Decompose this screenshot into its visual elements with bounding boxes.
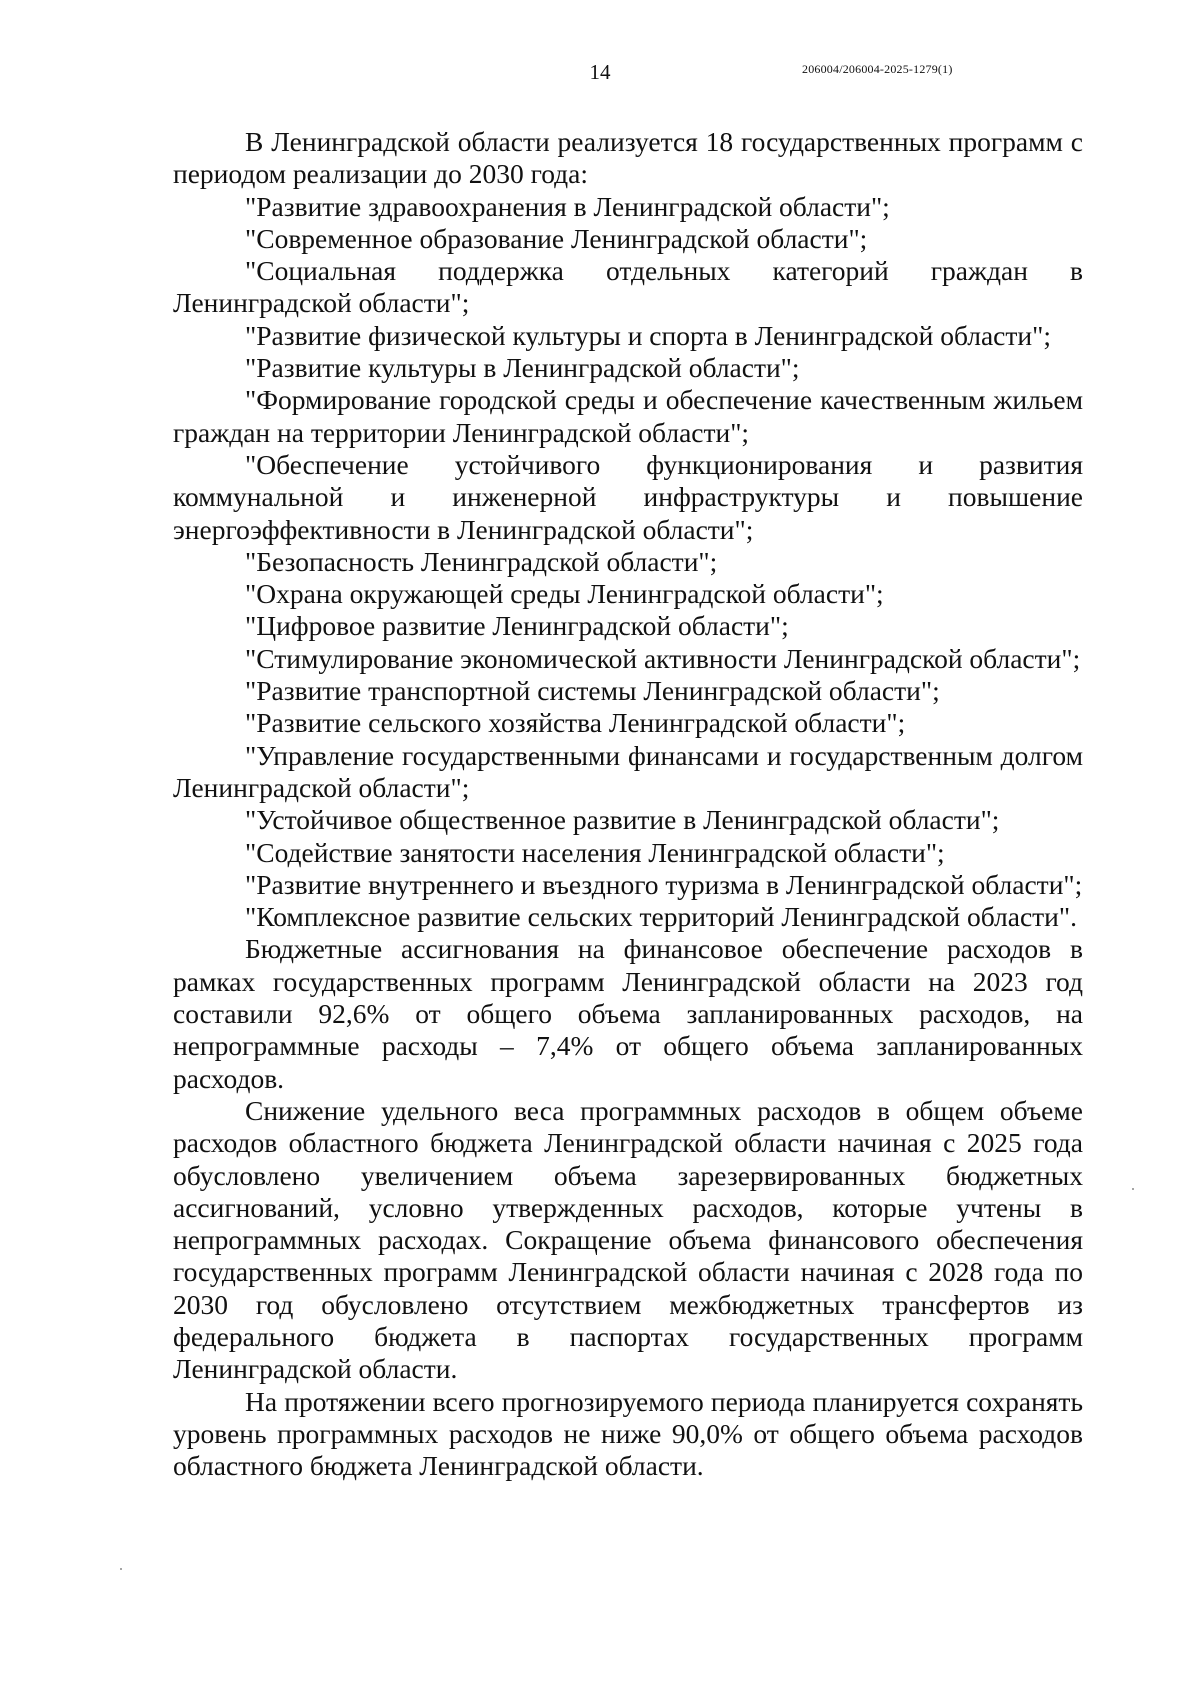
program-item: "Управление государственными финансами и государственным долгом Ленинградской области"; [173,739,1083,803]
program-item: "Развитие внутреннего и въездного туризма в Ленинградской области"; [245,868,1083,900]
program-item: "Комплексное развитие сельских территорий Ленинградской области". [245,901,1077,933]
scan-speck [120,1568,122,1570]
program-item: "Формирование городской среды и обеспечение качественным жильем граждан на территории Ленинградской области"; [173,384,1083,448]
program-item: "Безопасность Ленинградской области"; [245,545,718,577]
program-item: "Обеспечение устойчивого функционирования и развития коммунальной и инженерной инфраструктуры и повышение энергоэффективности в Ленинградской области"; [173,448,1083,545]
program-item: "Развитие физической культуры и спорта в Ленинградской области"; [245,319,1051,351]
program-item: "Социальная поддержка отдельных категорий граждан в Ленинградской области"; [173,255,1083,319]
program-item: "Развитие культуры в Ленинградской области"; [245,352,800,384]
document-body [173,126,1083,1482]
program-item: "Цифровое развитие Ленинградской области"; [245,610,789,642]
program-item: "Развитие сельского хозяйства Ленинградской области"; [245,707,906,739]
paragraph-forecast: На протяжении всего прогнозируемого периода планируется сохранять уровень программных расходов не ниже 90,0% от общего объема расходов областного бюджета Ленинградской области. [173,1385,1083,1482]
scan-speck [1132,1188,1134,1190]
program-item: "Содействие занятости населения Ленинградской области"; [245,836,945,868]
program-item: "Современное образование Ленинградской области"; [245,222,868,254]
program-item: "Стимулирование экономической активности Ленинградской области"; [245,642,1081,674]
program-item: "Охрана окружающей среды Ленинградской области"; [245,578,884,610]
program-item: "Устойчивое общественное развитие в Ленинградской области"; [245,804,1000,836]
paragraph-budget-allocations: Бюджетные ассигнования на финансовое обеспечение расходов в рамках государственных программ Ленинградской области на 2023 год составили 92,6% от общего объема запланированных расходов, на непрограммные расходы – 7,4% от общего объема запланированных расходов. [173,933,1083,1094]
document-id: 206004/206004-2025-1279(1) [802,62,953,76]
program-item: "Развитие транспортной системы Ленинградской области"; [245,675,940,707]
paragraph-expense-reduction: Снижение удельного веса программных расходов в общем объеме расходов областного бюджета Ленинградской области начиная с 2025 года обусловлено увеличением объема зарезервированных бюджетных ассигнований, условно утвержденных расходов, которые учтены в непрограммных расходах. Сокращение объема финансового обеспечения государственных программ Ленинградской области начиная с 2028 года по 2030 год обусловлено отсутствием межбюджетных трансфертов из федерального бюджета в паспортах государственных программ Ленинградской области. [173,1094,1083,1385]
page-number: 14 [589,60,611,84]
paragraph-intro: В Ленинградской области реализуется 18 государственных программ с периодом реализации до 2030 года: [173,126,1083,190]
program-item: "Развитие здравоохранения в Ленинградской области"; [245,190,890,222]
